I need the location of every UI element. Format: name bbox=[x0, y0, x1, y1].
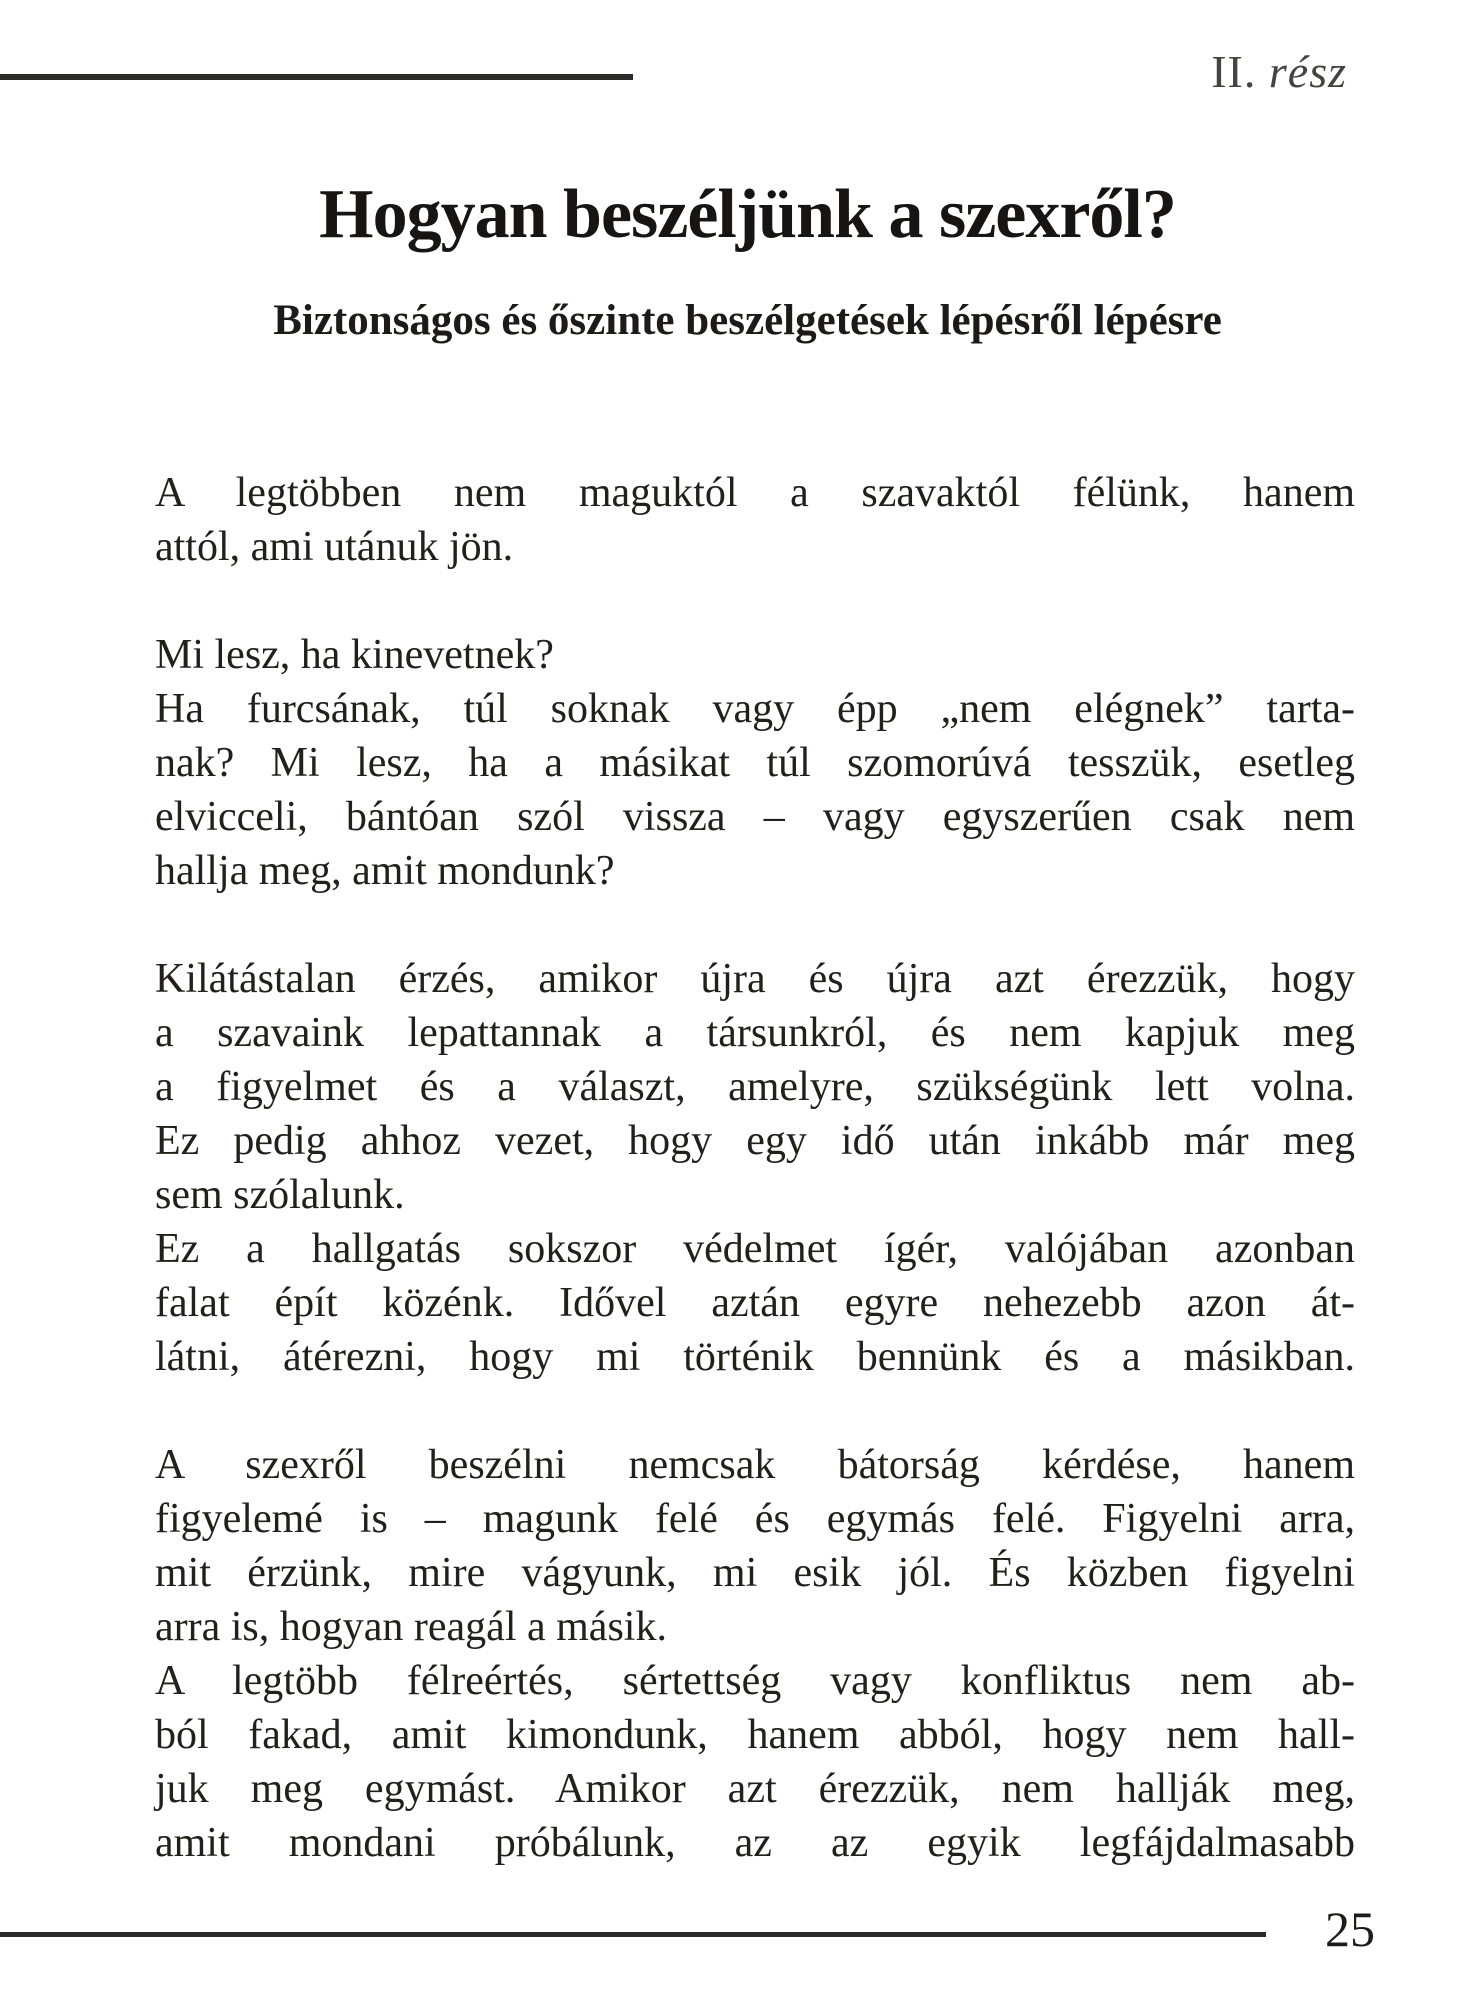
chapter-title: Hogyan beszéljünk a szexről? bbox=[319, 175, 1176, 253]
footer-rule bbox=[0, 1932, 1266, 1937]
text-line: Kilátástalan érzés, amikor újra és újra azt érezzük, hogy bbox=[155, 956, 1355, 1002]
text-line: A legtöbben nem maguktól a szavaktól félünk, hanem bbox=[155, 470, 1355, 516]
paragraph bbox=[155, 952, 1355, 1222]
text-line: a figyelmet és a választ, amelyre, szükségünk lett volna. bbox=[155, 1064, 1355, 1110]
paragraph bbox=[155, 682, 1355, 898]
text-line: mit érzünk, mire vágyunk, mi esik jól. És közben figyelni bbox=[155, 1550, 1355, 1596]
text-line: A legtöbb félreértés, sértettség vagy konfliktus nem ab- bbox=[155, 1658, 1355, 1704]
text-line: elvicceli, bántóan szól vissza – vagy egyszerűen csak nem bbox=[155, 794, 1355, 840]
text-line: figyelemé is – magunk felé és egymás felé. Figyelni arra, bbox=[155, 1496, 1355, 1542]
text-line: a szavaink lepattannak a társunkról, és nem kapjuk meg bbox=[155, 1010, 1355, 1056]
text-line: sem szólalunk. bbox=[155, 1172, 405, 1218]
paragraph bbox=[155, 1654, 1355, 1870]
text-line: hallja meg, amit mondunk? bbox=[155, 848, 615, 894]
part-numeral: II. bbox=[1211, 46, 1257, 97]
text-line: juk meg egymást. Amikor azt érezzük, nem hallják meg, bbox=[155, 1766, 1355, 1812]
text-line: Ha furcsának, túl soknak vagy épp „nem elégnek” tarta- bbox=[155, 686, 1355, 732]
text-line: nak? Mi lesz, ha a másikat túl szomorúvá tesszük, esetleg bbox=[155, 740, 1355, 786]
text-line: falat épít közénk. Idővel aztán egyre nehezebb azon át- bbox=[155, 1280, 1355, 1326]
paragraph bbox=[155, 1438, 1355, 1654]
chapter-subtitle: Biztonságos és őszinte beszélgetések lépésről lépésre bbox=[273, 296, 1222, 344]
text-line: arra is, hogyan reagál a másik. bbox=[155, 1604, 667, 1650]
text-line: attól, ami utánuk jön. bbox=[155, 524, 514, 570]
text-line: ból fakad, amit kimondunk, hanem abból, hogy nem hall- bbox=[155, 1712, 1355, 1758]
text-line: amit mondani próbálunk, az az egyik legfájdalmasabb bbox=[155, 1820, 1355, 1866]
paragraph bbox=[155, 466, 1355, 574]
body-text bbox=[155, 466, 1355, 1870]
text-line: Ez a hallgatás sokszor védelmet ígér, valójában azonban bbox=[155, 1226, 1355, 1272]
text-line: A szexről beszélni nemcsak bátorság kérdése, hanem bbox=[155, 1442, 1355, 1488]
header-rule bbox=[0, 74, 633, 80]
paragraph bbox=[155, 628, 1355, 682]
paragraph bbox=[155, 1222, 1355, 1384]
part-word: rész bbox=[1268, 46, 1347, 97]
text-line: Mi lesz, ha kinevetnek? bbox=[155, 632, 554, 678]
text-line: Ez pedig ahhoz vezet, hogy egy idő után inkább már meg bbox=[155, 1118, 1355, 1164]
page-number: 25 bbox=[1325, 1901, 1375, 1957]
text-line: látni, átérezni, hogy mi történik bennünk és a másikban. bbox=[155, 1334, 1355, 1380]
part-label bbox=[1211, 46, 1347, 98]
